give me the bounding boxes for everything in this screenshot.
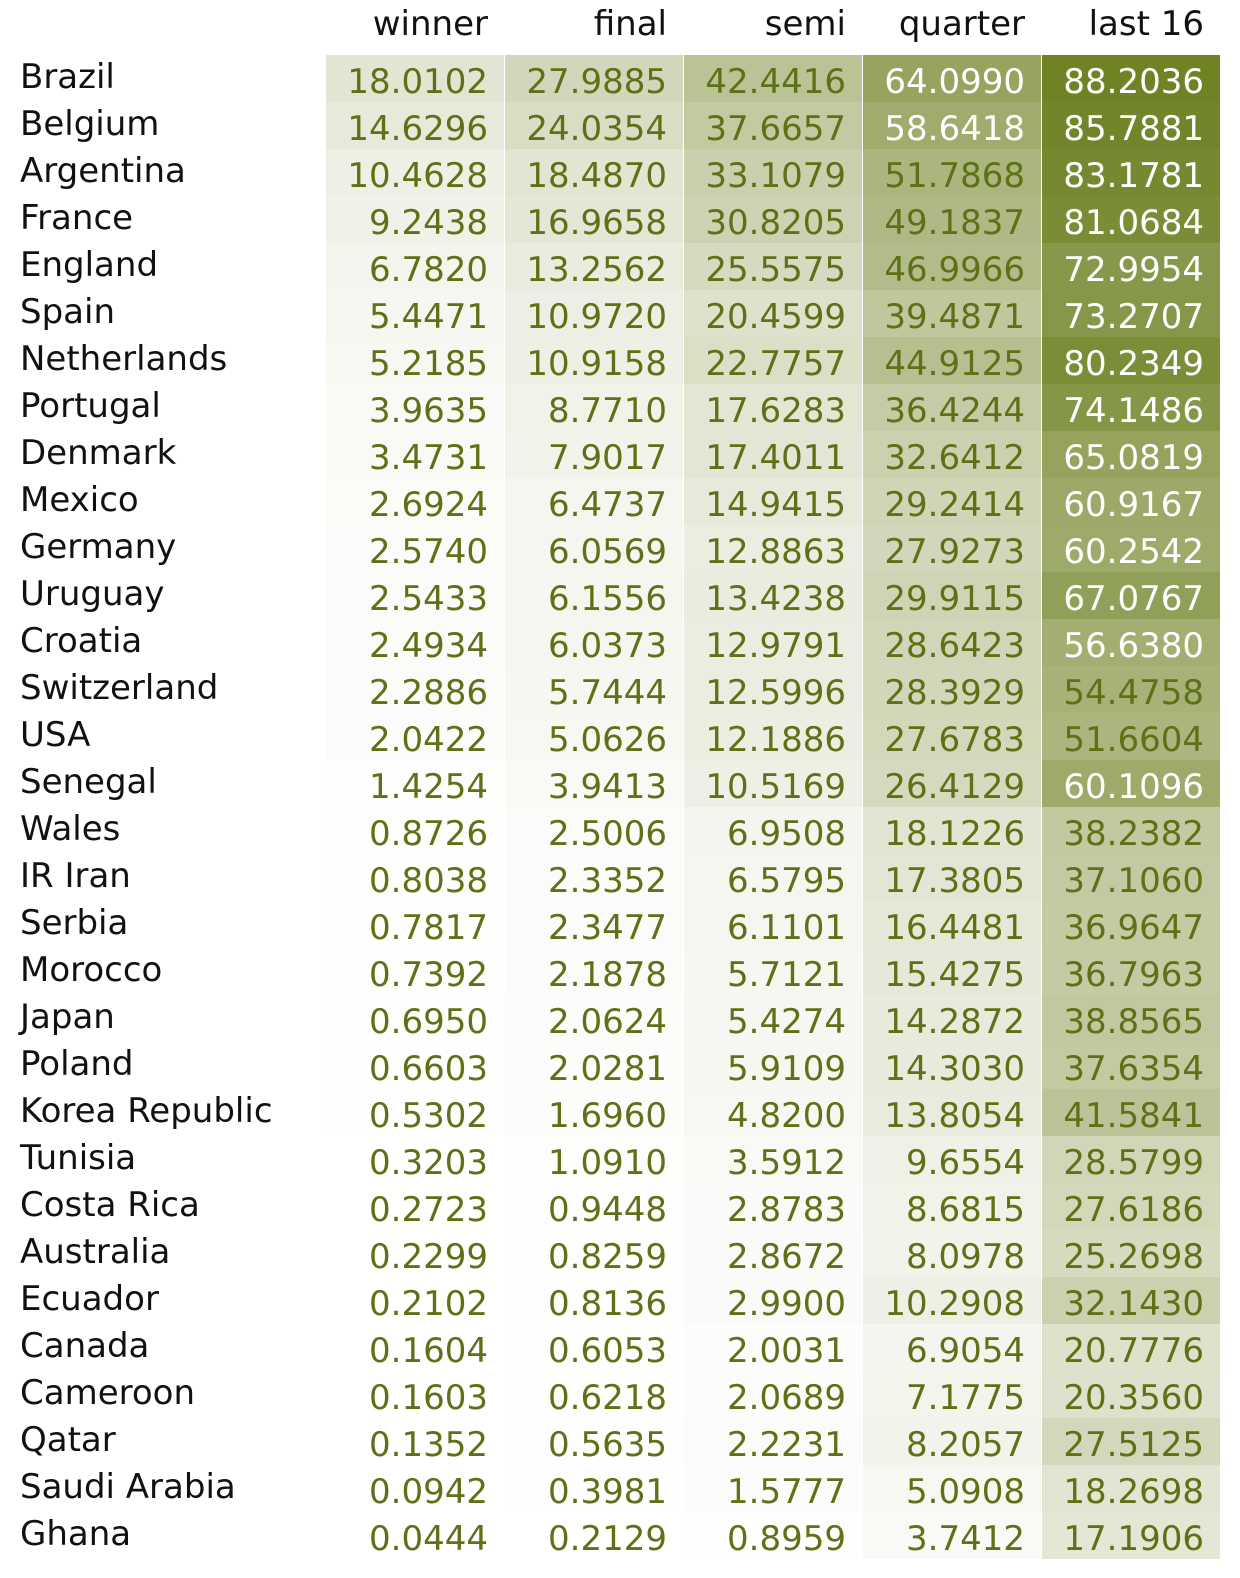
heatmap-cell: 72.9954: [1042, 243, 1220, 290]
heatmap-cell: 0.8726: [326, 807, 504, 854]
column-header-quarter: quarter: [898, 4, 1025, 44]
heatmap-cell: 12.5996: [684, 666, 862, 713]
heatmap-cell: 38.2382: [1042, 807, 1220, 854]
heatmap-cell: 0.2102: [326, 1277, 504, 1324]
heatmap-cell: 27.9273: [863, 525, 1041, 572]
row-label: Spain: [20, 292, 115, 332]
heatmap-cell: 2.6924: [326, 478, 504, 525]
heatmap-cell: 5.7444: [505, 666, 683, 713]
heatmap-cell: 0.2299: [326, 1230, 504, 1277]
row-label: Wales: [20, 809, 121, 849]
heatmap-cell: 2.3477: [505, 901, 683, 948]
heatmap-cell: 29.9115: [863, 572, 1041, 619]
heatmap-cell: 0.1604: [326, 1324, 504, 1371]
heatmap-cell: 36.4244: [863, 384, 1041, 431]
heatmap-cell: 6.4737: [505, 478, 683, 525]
heatmap-cell: 2.0281: [505, 1042, 683, 1089]
heatmap-cell: 5.0626: [505, 713, 683, 760]
heatmap-cell: 81.0684: [1042, 196, 1220, 243]
heatmap-cell: 0.8038: [326, 854, 504, 901]
row-label: Brazil: [20, 57, 115, 97]
heatmap-cell: 0.9448: [505, 1183, 683, 1230]
heatmap-cell: 14.3030: [863, 1042, 1041, 1089]
heatmap-cell: 9.2438: [326, 196, 504, 243]
heatmap-cell: 2.0689: [684, 1371, 862, 1418]
heatmap-cell: 88.2036: [1042, 55, 1220, 102]
heatmap-cell: 8.7710: [505, 384, 683, 431]
heatmap-cell: 18.0102: [326, 55, 504, 102]
row-label: Morocco: [20, 950, 163, 990]
heatmap-cell: 0.3981: [505, 1465, 683, 1512]
heatmap-cell: 5.0908: [863, 1465, 1041, 1512]
row-label: Ghana: [20, 1514, 132, 1554]
heatmap-cell: 54.4758: [1042, 666, 1220, 713]
heatmap-cell: 8.2057: [863, 1418, 1041, 1465]
heatmap-cell: 6.9054: [863, 1324, 1041, 1371]
heatmap-cell: 60.2542: [1042, 525, 1220, 572]
heatmap-cell: 39.4871: [863, 290, 1041, 337]
heatmap-cell: 36.7963: [1042, 948, 1220, 995]
heatmap-cell: 10.2908: [863, 1277, 1041, 1324]
heatmap-cell: 20.7776: [1042, 1324, 1220, 1371]
row-label: Saudi Arabia: [20, 1467, 236, 1507]
heatmap-cell: 28.3929: [863, 666, 1041, 713]
heatmap-cell: 0.1352: [326, 1418, 504, 1465]
heatmap-cell: 30.8205: [684, 196, 862, 243]
row-label: Portugal: [20, 386, 161, 426]
heatmap-cell: 27.9885: [505, 55, 683, 102]
heatmap-cell: 5.4471: [326, 290, 504, 337]
heatmap-cell: 60.1096: [1042, 760, 1220, 807]
heatmap-cell: 7.9017: [505, 431, 683, 478]
heatmap-cell: 0.0444: [326, 1512, 504, 1559]
heatmap-cell: 14.2872: [863, 995, 1041, 1042]
heatmap-cell: 32.1430: [1042, 1277, 1220, 1324]
heatmap-cell: 25.2698: [1042, 1230, 1220, 1277]
row-label: Denmark: [20, 433, 177, 473]
heatmap-cell: 17.4011: [684, 431, 862, 478]
heatmap-cell: 56.6380: [1042, 619, 1220, 666]
row-label: USA: [20, 715, 91, 755]
heatmap-cell: 6.1556: [505, 572, 683, 619]
row-label: Serbia: [20, 903, 129, 943]
heatmap-cell: 0.6053: [505, 1324, 683, 1371]
heatmap-cell: 0.2723: [326, 1183, 504, 1230]
heatmap-cell: 12.1886: [684, 713, 862, 760]
heatmap-cell: 6.9508: [684, 807, 862, 854]
row-label: IR Iran: [20, 856, 131, 896]
heatmap-cell: 10.5169: [684, 760, 862, 807]
heatmap-cell: 32.6412: [863, 431, 1041, 478]
heatmap-cell: 49.1837: [863, 196, 1041, 243]
heatmap-cell: 37.1060: [1042, 854, 1220, 901]
column-header-last-16: last 16: [1088, 4, 1204, 44]
heatmap-cell: 33.1079: [684, 149, 862, 196]
row-label: Qatar: [20, 1420, 116, 1460]
heatmap-cell: 2.5006: [505, 807, 683, 854]
heatmap-cell: 6.0373: [505, 619, 683, 666]
heatmap-cell: 13.2562: [505, 243, 683, 290]
heatmap-cell: 0.8959: [684, 1512, 862, 1559]
heatmap-cell: 1.5777: [684, 1465, 862, 1512]
heatmap-cell: 6.1101: [684, 901, 862, 948]
heatmap-cell: 44.9125: [863, 337, 1041, 384]
heatmap-cell: 6.0569: [505, 525, 683, 572]
heatmap-cell: 0.8259: [505, 1230, 683, 1277]
heatmap-cell: 7.1775: [863, 1371, 1041, 1418]
heatmap-cell: 27.6186: [1042, 1183, 1220, 1230]
heatmap-cell: 2.8672: [684, 1230, 862, 1277]
heatmap-cell: 0.6603: [326, 1042, 504, 1089]
heatmap-cell: 29.2414: [863, 478, 1041, 525]
heatmap-cell: 15.4275: [863, 948, 1041, 995]
heatmap-cell: 12.9791: [684, 619, 862, 666]
heatmap-cell: 17.6283: [684, 384, 862, 431]
heatmap-cell: 4.8200: [684, 1089, 862, 1136]
heatmap-cell: 17.3805: [863, 854, 1041, 901]
heatmap-cell: 18.1226: [863, 807, 1041, 854]
column-header-final: final: [593, 4, 667, 44]
heatmap-cell: 24.0354: [505, 102, 683, 149]
heatmap-cell: 25.5575: [684, 243, 862, 290]
row-label: Tunisia: [20, 1138, 137, 1178]
heatmap-cell: 58.6418: [863, 102, 1041, 149]
row-label: France: [20, 198, 134, 238]
heatmap-cell: 8.0978: [863, 1230, 1041, 1277]
heatmap-cell: 51.7868: [863, 149, 1041, 196]
heatmap-cell: 14.6296: [326, 102, 504, 149]
heatmap-cell: 38.8565: [1042, 995, 1220, 1042]
row-label: Uruguay: [20, 574, 165, 614]
heatmap-cell: 2.4934: [326, 619, 504, 666]
heatmap-cell: 20.3560: [1042, 1371, 1220, 1418]
row-label: England: [20, 245, 159, 285]
row-label: Netherlands: [20, 339, 228, 379]
row-label: Costa Rica: [20, 1185, 200, 1225]
heatmap-cell: 2.5433: [326, 572, 504, 619]
heatmap-cell: 28.6423: [863, 619, 1041, 666]
heatmap-cell: 0.6950: [326, 995, 504, 1042]
row-label: Switzerland: [20, 668, 219, 708]
heatmap-cell: 12.8863: [684, 525, 862, 572]
heatmap-cell: 8.6815: [863, 1183, 1041, 1230]
heatmap-cell: 2.9900: [684, 1277, 862, 1324]
heatmap-cell: 26.4129: [863, 760, 1041, 807]
row-label: Poland: [20, 1044, 134, 1084]
heatmap-cell: 3.5912: [684, 1136, 862, 1183]
heatmap-cell: 2.8783: [684, 1183, 862, 1230]
heatmap-cell: 36.9647: [1042, 901, 1220, 948]
row-label: Canada: [20, 1326, 150, 1366]
heatmap-cell: 10.9720: [505, 290, 683, 337]
column-header-winner: winner: [372, 4, 488, 44]
row-label: Senegal: [20, 762, 157, 802]
row-label: Korea Republic: [20, 1091, 273, 1131]
heatmap-cell: 0.6218: [505, 1371, 683, 1418]
heatmap-cell: 0.8136: [505, 1277, 683, 1324]
heatmap-cell: 28.5799: [1042, 1136, 1220, 1183]
heatmap-cell: 1.0910: [505, 1136, 683, 1183]
heatmap-cell: 5.2185: [326, 337, 504, 384]
heatmap-cell: 37.6657: [684, 102, 862, 149]
row-label: Belgium: [20, 104, 160, 144]
heatmap-cell: 37.6354: [1042, 1042, 1220, 1089]
heatmap-cell: 5.7121: [684, 948, 862, 995]
heatmap-cell: 42.4416: [684, 55, 862, 102]
heatmap-cell: 10.4628: [326, 149, 504, 196]
heatmap-cell: 74.1486: [1042, 384, 1220, 431]
heatmap-cell: 2.0031: [684, 1324, 862, 1371]
heatmap-cell: 9.6554: [863, 1136, 1041, 1183]
row-label: Ecuador: [20, 1279, 159, 1319]
heatmap-cell: 10.9158: [505, 337, 683, 384]
heatmap-cell: 2.0422: [326, 713, 504, 760]
heatmap-cell: 3.4731: [326, 431, 504, 478]
heatmap-cell: 1.6960: [505, 1089, 683, 1136]
heatmap-cell: 0.3203: [326, 1136, 504, 1183]
heatmap-cell: 41.5841: [1042, 1089, 1220, 1136]
heatmap-cell: 16.4481: [863, 901, 1041, 948]
heatmap-cell: 0.7817: [326, 901, 504, 948]
heatmap-cell: 27.6783: [863, 713, 1041, 760]
heatmap-cell: 2.5740: [326, 525, 504, 572]
row-label: Argentina: [20, 151, 186, 191]
heatmap-cell: 6.5795: [684, 854, 862, 901]
heatmap-cell: 0.2129: [505, 1512, 683, 1559]
heatmap-cell: 2.2886: [326, 666, 504, 713]
heatmap-cell: 80.2349: [1042, 337, 1220, 384]
heatmap-cell: 3.7412: [863, 1512, 1041, 1559]
heatmap-cell: 85.7881: [1042, 102, 1220, 149]
heatmap-cell: 2.0624: [505, 995, 683, 1042]
column-header-semi: semi: [764, 4, 846, 44]
row-label: Australia: [20, 1232, 171, 1272]
heatmap-cell: 27.5125: [1042, 1418, 1220, 1465]
heatmap-cell: 73.2707: [1042, 290, 1220, 337]
heatmap-cell: 2.2231: [684, 1418, 862, 1465]
row-label: Germany: [20, 527, 177, 567]
heatmap-cell: 3.9635: [326, 384, 504, 431]
heatmap-cell: 18.2698: [1042, 1465, 1220, 1512]
heatmap-cell: 3.9413: [505, 760, 683, 807]
row-label: Mexico: [20, 480, 139, 520]
heatmap-cell: 0.7392: [326, 948, 504, 995]
heatmap-cell: 13.8054: [863, 1089, 1041, 1136]
heatmap-cell: 2.3352: [505, 854, 683, 901]
heatmap-cell: 60.9167: [1042, 478, 1220, 525]
row-label: Cameroon: [20, 1373, 195, 1413]
heatmap-cell: 0.0942: [326, 1465, 504, 1512]
heatmap-cell: 67.0767: [1042, 572, 1220, 619]
heatmap-cell: 0.5635: [505, 1418, 683, 1465]
heatmap-cell: 20.4599: [684, 290, 862, 337]
heatmap-cell: 16.9658: [505, 196, 683, 243]
heatmap-cell: 5.9109: [684, 1042, 862, 1089]
row-label: Japan: [20, 997, 115, 1037]
heatmap-cell: 83.1781: [1042, 149, 1220, 196]
heatmap-cell: 1.4254: [326, 760, 504, 807]
heatmap-cell: 51.6604: [1042, 713, 1220, 760]
heatmap-cell: 5.4274: [684, 995, 862, 1042]
heatmap-cell: 65.0819: [1042, 431, 1220, 478]
heatmap-cell: 18.4870: [505, 149, 683, 196]
row-label: Croatia: [20, 621, 143, 661]
heatmap-cell: 2.1878: [505, 948, 683, 995]
heatmap-cell: 14.9415: [684, 478, 862, 525]
heatmap-cell: 0.1603: [326, 1371, 504, 1418]
heatmap-cell: 13.4238: [684, 572, 862, 619]
heatmap-cell: 0.5302: [326, 1089, 504, 1136]
heatmap-cell: 22.7757: [684, 337, 862, 384]
heatmap-cell: 17.1906: [1042, 1512, 1220, 1559]
heatmap-cell: 6.7820: [326, 243, 504, 290]
heatmap-cell: 64.0990: [863, 55, 1041, 102]
heatmap-cell: 46.9966: [863, 243, 1041, 290]
